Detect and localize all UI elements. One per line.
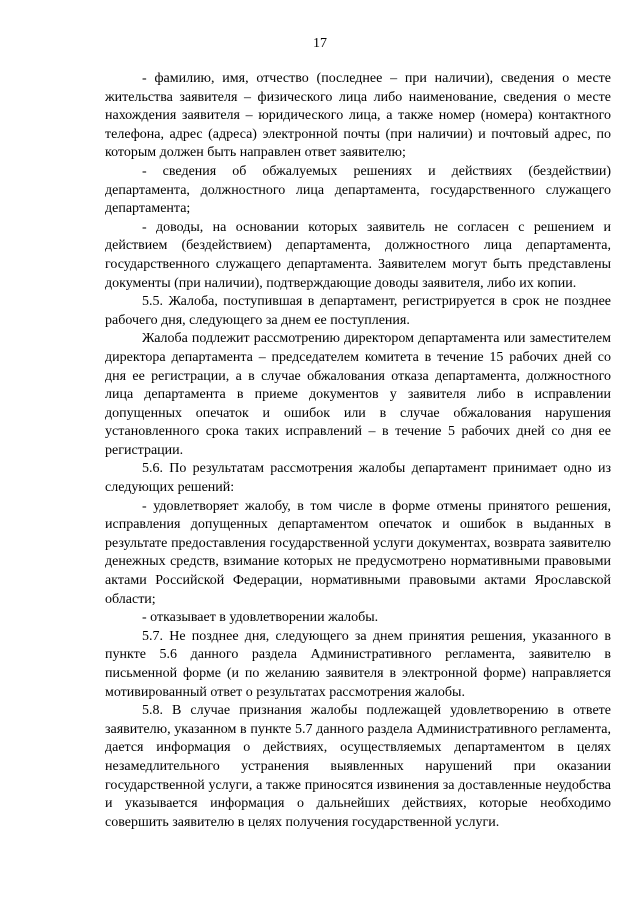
paragraph-5-5: 5.5. Жалоба, поступившая в департамент, регистрируется в срок не позднее рабочего дня, следующего за днем ее поступления. <box>105 294 611 328</box>
paragraph-satisfy-complaint: - удовлетворяет жалобу, в том числе в форме отмены принятого решения, исправления допущенных департаментом опечаток и ошибок в выданных в результате предоставления государственной услуги документах, возврата заявителю денежных средств, взимание которых не предусмотрено нормативными правовыми актами Российской Федерации, нормативными правовыми актами Ярославской области; <box>105 498 611 607</box>
paragraph-5-6: 5.6. По результатам рассмотрения жалобы департамент принимает одно из следующих решений: <box>105 461 611 496</box>
page-number: 17 <box>313 36 327 51</box>
paragraph-reject-complaint: - отказывает в удовлетворении жалобы. <box>142 610 379 626</box>
paragraph-contact-details: - фамилию, имя, отчество (последнее – при наличии), сведения о месте жительства заявителя – физического лица либо наименование, сведения о месте нахождения заявителя – юридического лица, а также номер (номера) контактного телефона, адрес (адреса) электронной почты (при наличии) и почтовый адрес, по которым должен быть направлен ответ заявителю; <box>105 71 611 161</box>
paragraph-appealed-decisions: - сведения об обжалуемых решениях и действиях (бездействии) департамента, должностного лица департамента, государственного служащего департамента; <box>105 163 611 217</box>
paragraph-review-term: Жалоба подлежит рассмотрению директором департамента или заместителем директора департамента – председателем комитета в течение 15 рабочих дней со дня ее регистрации, а в случае обжалования отказа департамента, должностного лица департамента в приеме документов у заявителя либо в исправлении допущенных опечаток и ошибок или в случае обжалования нарушения установленного срока таких исправлений – в течение 5 рабочих дней со дня ее регистрации. <box>105 331 611 458</box>
document-body <box>105 70 611 832</box>
paragraph-arguments: - доводы, на основании которых заявитель не согласен с решением и действием (бездействием) департамента, должностного лица департамента, государственного служащего департамента. Заявителем могут быть представлены документы (при наличии), подтверждающие доводы заявителя, либо их копии. <box>105 219 611 291</box>
paragraph-5-7: 5.7. Не позднее дня, следующего за днем принятия решения, указанного в пункте 5.6 данного раздела Административного регламента, заявителю в письменной форме (и по желанию заявителя в электронной форме) направляется мотивированный ответ о результатах рассмотрения жалобы. <box>105 628 611 700</box>
paragraph-5-8: 5.8. В случае признания жалобы подлежащей удовлетворению в ответе заявителю, указанном в пункте 5.7 данного раздела Административного регламента, дается информация о действиях, осуществляемых департаментом в целях незамедлительного устранения выявленных нарушений при оказании государственной услуги, а также приносятся извинения за доставленные неудобства и указывается информация о дальнейших действиях, которые необходимо совершить заявителю в целях получения государственной услуги. <box>105 703 611 830</box>
